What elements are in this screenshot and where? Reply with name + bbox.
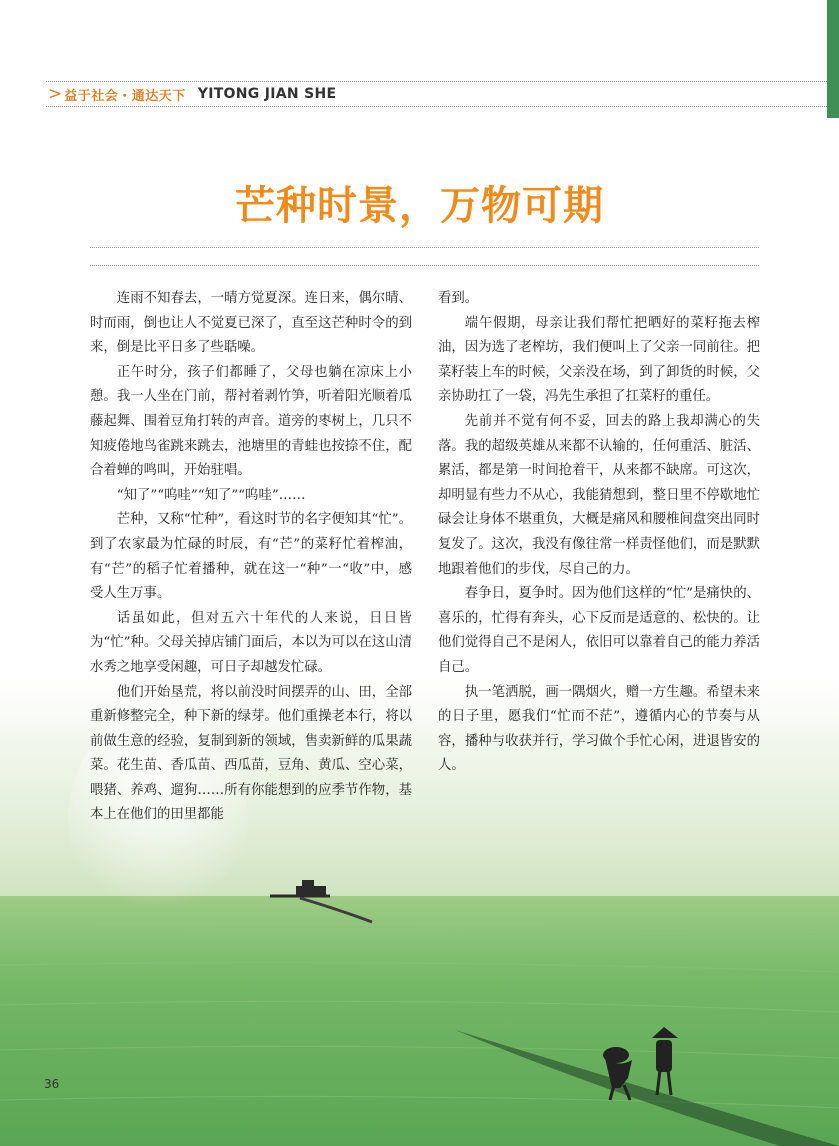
page-number: 36 <box>44 1077 60 1091</box>
section-header <box>48 84 336 104</box>
section-title-cn: 益于社会・通达天下 <box>64 88 186 104</box>
paragraph: 执一笔洒脱，画一隅烟火，赠一方生趣。希望未来的日子里，愿我们“忙而不茫”，遵循内心的节奏与从容，播种与收获并行，学习做个手忙心闲，进退皆安的人。 <box>438 684 760 774</box>
corner-accent-bar <box>827 0 839 118</box>
paragraph: 春争日，夏争时。因为他们这样的“忙”是痛快的、喜乐的，忙得有奔头，心下反而是适意的、松快的。让他们觉得自己不是闲人，依旧可以靠着自己的能力养活自己。 <box>438 586 760 675</box>
article-title: 芒种时景，万物可期 <box>235 183 604 229</box>
title-divider-bottom <box>90 265 759 266</box>
chevron-right-icon: > <box>48 84 63 104</box>
header-top-divider <box>46 81 827 82</box>
header-bottom-divider <box>46 106 827 107</box>
paragraph: 他们开始垦荒，将以前没时间摆弄的山、田，全部重新修整完全，种下新的绿芽。他们重操老本行，将以前做生意的经验，复制到新的领域，售卖新鲜的瓜果蔬菜。花生苗、香瓜苗、西瓜苗，豆角、黄瓜、空心菜，喂猪、养鸡、遛狗……所有你能想到的应季节作物，基本上在他们的田里都能 <box>90 684 412 823</box>
article-column-right <box>438 287 760 779</box>
paragraph: 连雨不知春去，一晴方觉夏深。连日来，偶尔晴、时而雨，倒也让人不觉夏已深了，直至这芒种时令的到来，倒是比平日多了些聒噪。 <box>90 291 412 356</box>
paragraph: 芒种，又称“忙种”，看这时节的名字便知其“忙”。到了农家最为忙碌的时辰，有“芒”的菜籽忙着榨油，有“芒”的稻子忙着播种，就在这一“种”一“收”中，感受人生万事。 <box>90 512 412 602</box>
paragraph: “知了”“呜哇”“知了”“呜哇”…… <box>116 487 306 503</box>
paragraph-continuation: 看到。 <box>438 291 479 306</box>
paragraph: 正午时分，孩子们都睡了，父母也躺在凉床上小憩。我一人坐在门前，帮衬着剥竹笋，听着阳光顺着瓜藤起舞、围着豆角打转的声音。道旁的枣树上，几只不知疲倦地鸟雀跳来跳去，池塘里的青蛙也按捺不住，配合着蝉的鸣叫，开始驻唱。 <box>90 364 412 479</box>
title-divider-top <box>90 247 759 248</box>
article-column-left <box>90 287 412 828</box>
section-title-en: YITONG JIAN SHE <box>197 86 337 102</box>
paragraph: 先前并不觉有何不妥，回去的路上我却满心的失落。我的超级英雄从来都不认输的，任何重活、脏活、累活，都是第一时间抢着干，从来都不缺席。可这次，却明显有些力不从心，我能猜想到，整日里不停歇地忙碌会让身体不堪重负，大概是痛风和腰椎间盘突出同时复发了。这次，我没有像往常一样责怪他们，而是默默地跟着他们的步伐，尽自己的力。 <box>438 413 760 577</box>
paragraph: 话虽如此，但对五六十年代的人来说，日日皆为“忙”种。父母关掉店铺门面后，本以为可以在这山清水秀之地享受闲趣，可日子却越发忙碌。 <box>90 610 412 675</box>
paragraph: 端午假期，母亲让我们帮忙把晒好的菜籽拖去榨油，因为选了老榨坊，我们便叫上了父亲一同前往。把菜籽装上车的时候，父亲没在场，到了卸货的时候，父亲协助扛了一袋，冯先生承担了扛菜籽的重任。 <box>438 315 760 405</box>
